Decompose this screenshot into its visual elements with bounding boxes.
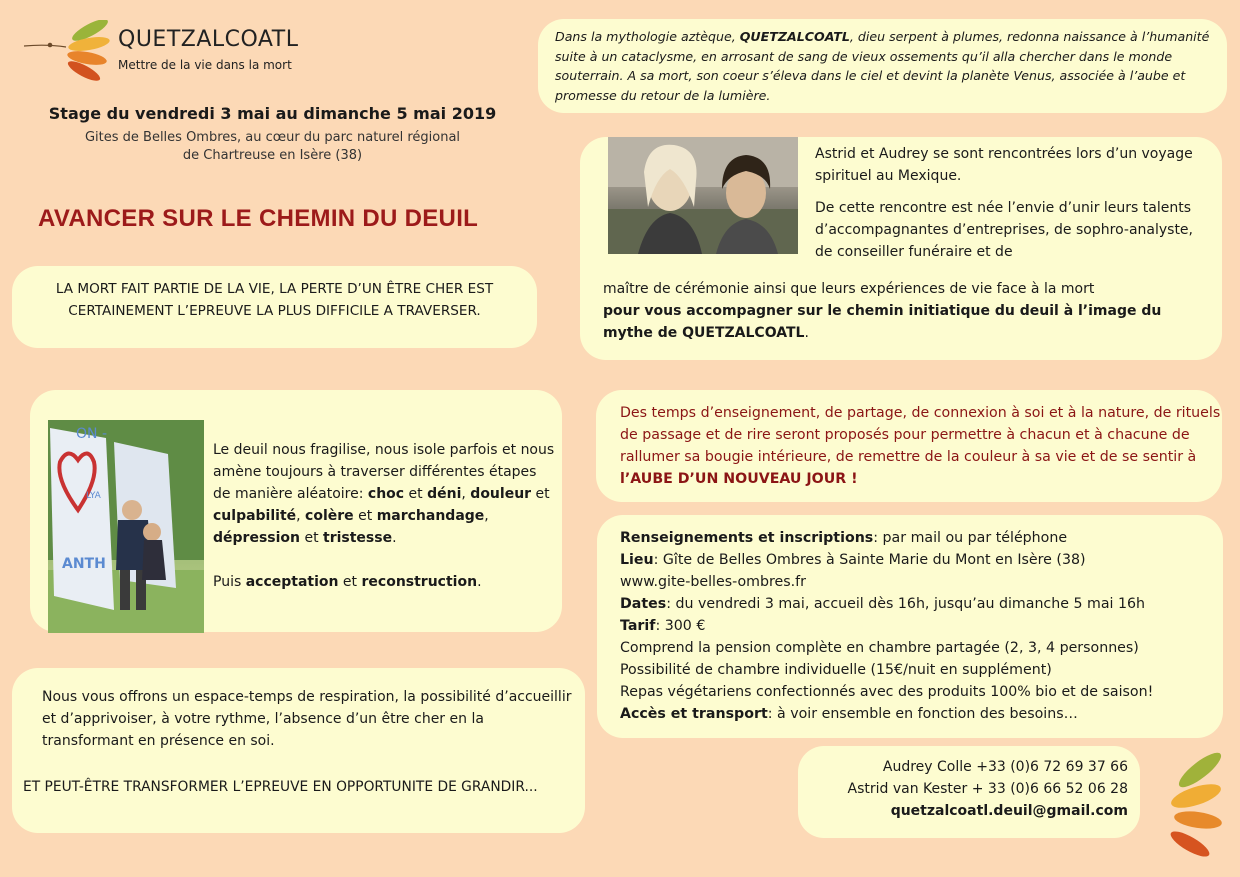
grief-connector: , (484, 508, 489, 524)
info-box (597, 515, 1223, 738)
grief-stage-deni: déni (427, 486, 462, 502)
info-label: Dates (620, 596, 667, 612)
founders-p3-bold: pour vous accompagner sur le chemin initiatique du deuil à l’image du mythe de QUETZALCOATL (603, 303, 1162, 341)
grief-then: Puis (213, 574, 246, 590)
grief-text (213, 439, 558, 593)
grief-connector: et (353, 508, 377, 524)
founders-p3 (603, 278, 1203, 344)
offer-text: Nous vous offrons un espace-temps de respiration, la possibilité d’accueillir et d’apprivoiser, à votre rythme, l’absence d’un être cher en la transformant en présence en soi. (42, 689, 572, 749)
grief-stage-acceptation: acceptation (245, 574, 339, 590)
info-value: : Gîte de Belles Ombres à Sainte Marie du Mont en Isère (38) (653, 552, 1086, 568)
info-line (620, 615, 1223, 637)
stage-location-line1: Gites de Belles Ombres, au cœur du parc naturel régional (84, 130, 461, 145)
info-value: : du vendredi 3 mai, accueil dès 16h, jusqu’au dimanche 5 mai 16h (666, 596, 1146, 612)
program-text: Des temps d’enseignement, de partage, de connexion à soi et à la nature, de rituels de passage et de rire seront proposés pour permettre à chacun et à chacune de rallumer sa bougie intérieure, de remettre de la couleur à sa vie et de se sentir à (620, 405, 1221, 465)
grief-stage-colere: colère (305, 508, 354, 524)
grief-photo (48, 420, 204, 633)
grief-connector: et (338, 574, 362, 590)
founders-photo (608, 137, 798, 254)
info-label: Lieu (620, 552, 654, 568)
website-link[interactable]: www.gite-belles-ombres.fr (620, 574, 806, 590)
info-line: Repas végétariens confectionnés avec des produits 100% bio et de saison! (620, 684, 1154, 700)
grief-connector: . (477, 574, 482, 590)
contact-astrid: Astrid van Kester + 33 (0)6 66 52 06 28 (847, 781, 1128, 797)
grief-stage-reconstruction: reconstruction (361, 574, 478, 590)
grief-connector: et (531, 486, 550, 502)
svg-text:ANTH: ANTH (62, 556, 106, 572)
stage-location (0, 129, 545, 165)
info-line (620, 703, 1223, 725)
main-title: AVANCER SUR LE CHEMIN DU DEUIL (38, 205, 479, 232)
leaves-decoration-icon (1138, 748, 1238, 860)
grief-stage-tristesse: tristesse (323, 530, 393, 546)
info-value: : à voir ensemble en fonction des besoins… (767, 706, 1078, 722)
grief-stage-marchandage: marchandage (376, 508, 485, 524)
program-highlight: l’AUBE D’UN NOUVEAU JOUR ! (620, 471, 858, 487)
svg-text:LYA: LYA (86, 491, 101, 501)
program-box (596, 390, 1222, 502)
grief-stage-depression: dépression (213, 530, 300, 546)
myth-name: QUETZALCOATL (739, 29, 850, 44)
info-value: : par mail ou par téléphone (873, 530, 1068, 546)
grief-stage-choc: choc (367, 486, 405, 502)
founders-p3-plain: maître de cérémonie ainsi que leurs expériences de vie face à la mort (603, 281, 1095, 297)
contact-box (798, 746, 1140, 838)
founders-p2: De cette rencontre est née l’envie d’unir leurs talents d’accompagnantes d’entreprises, de sophro-analyste, de conseiller funéraire et de (815, 200, 1193, 260)
logo-title: QUETZALCOATL (118, 27, 299, 52)
grief-connector: et (300, 530, 324, 546)
logo-leaves-icon (22, 20, 114, 82)
info-line (620, 527, 1223, 549)
svg-text:ON -: ON - (76, 426, 107, 442)
info-line (620, 549, 1223, 571)
offer-caption: ET PEUT-ÊTRE TRANSFORMER L’EPREUVE EN OPPORTUNITE DE GRANDIR... (23, 779, 538, 795)
stage-location-line2: de Chartreuse en Isère (38) (182, 148, 363, 163)
myth-text-post: , dieu serpent à plumes, redonna naissance à l’humanité suite à un cataclysme, en arrosant de sang de vieux ossements qu’il alla chercher dans le monde souterrain. A sa mort, son coeur s’éleva dans le ciel et devint la planète Venus, associée à l’aube et promesse du retour de la lumière. (555, 29, 1210, 103)
info-label: Renseignements et inscriptions (620, 530, 874, 546)
myth-box (538, 19, 1227, 113)
info-label: Tarif (620, 618, 656, 634)
death-line2: CERTAINEMENT L’EPREUVE LA PLUS DIFFICILE A TRAVERSER. (68, 302, 481, 319)
founders-p3-end: . (804, 325, 809, 341)
grief-intro: Le deuil nous fragilise, nous isole parfois et nous amène toujours à traverser différentes étapes de manière aléatoire: (213, 442, 555, 502)
grief-connector: , (461, 486, 471, 502)
myth-text-pre: Dans la mythologie aztèque, (555, 29, 740, 44)
info-value: : 300 € (655, 618, 706, 634)
logo-subtitle: Mettre de la vie dans la mort (118, 58, 292, 72)
info-line (620, 593, 1223, 615)
grief-stage-culpabilite: culpabilité (213, 508, 297, 524)
grief-stage-douleur: douleur (470, 486, 532, 502)
contact-audrey: Audrey Colle +33 (0)6 72 69 37 66 (882, 759, 1128, 775)
info-label: Accès et transport (620, 706, 768, 722)
founders-p1: Astrid et Audrey se sont rencontrées lors d’un voyage spirituel au Mexique. (815, 146, 1193, 184)
death-line1: LA MORT FAIT PARTIE DE LA VIE, LA PERTE D’UN ÊTRE CHER EST (55, 281, 494, 297)
grief-connector: , (296, 508, 306, 524)
contact-email[interactable]: quetzalcoatl.deuil@gmail.com (890, 803, 1128, 819)
info-line: Comprend la pension complète en chambre partagée (2, 3, 4 personnes) (620, 640, 1139, 656)
info-line: Possibilité de chambre individuelle (15€/nuit en supplément) (620, 662, 1052, 678)
stage-title: Stage du vendredi 3 mai au dimanche 5 mai 2019 (48, 104, 497, 123)
death-statement-box (12, 266, 537, 348)
grief-connector: . (392, 530, 397, 546)
grief-connector: et (404, 486, 428, 502)
